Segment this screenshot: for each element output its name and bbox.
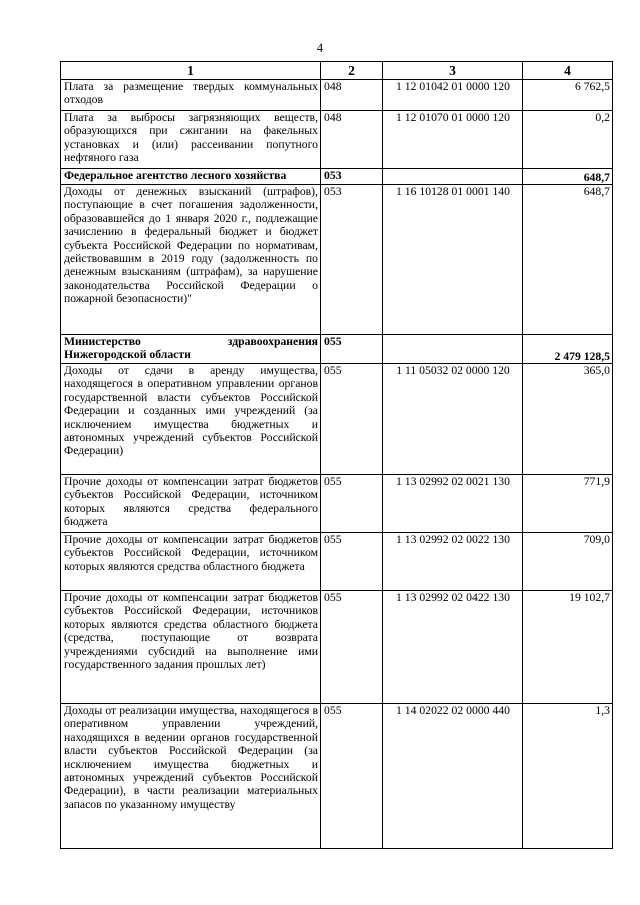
table-row	[61, 364, 613, 475]
row-amount-cell: 1,3	[523, 704, 613, 849]
row-name-cell: Доходы от денежных взысканий (штрафов), поступающие в счет погашения задолженности, образовавшейся до 1 января 2020 г., подлежащие зачислению в федеральный бюджет и бюджет субъекта Российской Федерации по нормативам, действовавшим в 2019 году (задолженность по денежным взысканиям (штрафам), за нарушение законодательства Российской Федерации о пожарной безопасности)"	[61, 185, 321, 335]
row-name-cell: Плата за выбросы загрязняющих веществ, образующихся при сжигании на факельных установках и (или) рассеивании попутного нефтяного газа	[61, 111, 321, 169]
table-row	[61, 111, 613, 169]
column-header-2: 2	[321, 62, 383, 80]
row-amount-cell: 0,2	[523, 111, 613, 169]
row-amount-cell: 365,0	[523, 364, 613, 475]
row-revenue-code-cell	[383, 335, 523, 364]
page-number: 4	[316, 41, 324, 55]
row-amount-cell: 771,9	[523, 475, 613, 533]
row-admin-code-cell: 055	[321, 364, 383, 475]
row-amount-cell: 6 762,5	[523, 80, 613, 111]
row-admin-code-cell: 048	[321, 111, 383, 169]
row-name-cell: Прочие доходы от компенсации затрат бюджетов субъектов Российской Федерации, источником которых являются средства федерального бюджета	[61, 475, 321, 533]
table-row	[61, 475, 613, 533]
revenue-table	[60, 61, 613, 849]
row-name-cell: Доходы от сдачи в аренду имущества, находящегося в оперативном управлении органов государственной власти субъектов Российской Федерации и созданных ими учреждений (за исключением имущества бюджетных и автономных учреждений субъектов Российской Федерации)	[61, 364, 321, 475]
row-name-cell: Прочие доходы от компенсации затрат бюджетов субъектов Российской Федерации, источников которых являются средства областного бюджета (средства, поступающие от возврата учреждениями субсидий на выполнение ими государственного задания прошлых лет)	[61, 591, 321, 704]
row-admin-code-cell: 055	[321, 591, 383, 704]
row-admin-code-cell: 055	[321, 335, 383, 364]
table-row	[61, 185, 613, 335]
row-admin-code-cell: 053	[321, 185, 383, 335]
row-amount-cell: 709,0	[523, 533, 613, 591]
row-revenue-code-cell: 1 13 02992 02 0422 130	[383, 591, 523, 704]
table-body	[61, 80, 613, 849]
row-revenue-code-cell: 1 12 01070 01 0000 120	[383, 111, 523, 169]
row-revenue-code-cell: 1 12 01042 01 0000 120	[383, 80, 523, 111]
column-header-3: 3	[383, 62, 523, 80]
table-row	[61, 591, 613, 704]
row-name-cell: Федеральное агентство лесного хозяйства	[61, 169, 321, 185]
row-amount-cell: 19 102,7	[523, 591, 613, 704]
column-header-4: 4	[523, 62, 613, 80]
table-header-row	[61, 62, 613, 80]
row-amount-cell: 2 479 128,5	[523, 335, 613, 364]
table-row	[61, 80, 613, 111]
row-admin-code-cell: 055	[321, 704, 383, 849]
row-revenue-code-cell: 1 11 05032 02 0000 120	[383, 364, 523, 475]
row-admin-code-cell: 055	[321, 475, 383, 533]
row-admin-code-cell: 048	[321, 80, 383, 111]
column-header-1: 1	[61, 62, 321, 80]
row-revenue-code-cell: 1 14 02022 02 0000 440	[383, 704, 523, 849]
table-row	[61, 704, 613, 849]
table-section-row	[61, 335, 613, 364]
row-revenue-code-cell: 1 13 02992 02 0021 130	[383, 475, 523, 533]
row-revenue-code-cell	[383, 169, 523, 185]
row-admin-code-cell: 053	[321, 169, 383, 185]
row-name-cell: Доходы от реализации имущества, находящегося в оперативном управлении учреждений, находящихся в ведении органов государственной власти субъектов Российской Федерации (за исключением имущества бюджетных и автономных учреждений субъектов Российской Федерации), в части реализации материальных запасов по указанному имуществу	[61, 704, 321, 849]
row-amount-cell: 648,7	[523, 169, 613, 185]
row-name-cell: Плата за размещение твердых коммунальных отходов	[61, 80, 321, 111]
row-amount-cell: 648,7	[523, 185, 613, 335]
row-revenue-code-cell: 1 16 10128 01 0001 140	[383, 185, 523, 335]
row-name-cell: Прочие доходы от компенсации затрат бюджетов субъектов Российской Федерации, источником которых являются средства областного бюджета	[61, 533, 321, 591]
row-name-cell: Министерство здравоохранения Нижегородской области	[61, 335, 321, 364]
table-section-row	[61, 169, 613, 185]
row-admin-code-cell: 055	[321, 533, 383, 591]
table-row	[61, 533, 613, 591]
row-revenue-code-cell: 1 13 02992 02 0022 130	[383, 533, 523, 591]
